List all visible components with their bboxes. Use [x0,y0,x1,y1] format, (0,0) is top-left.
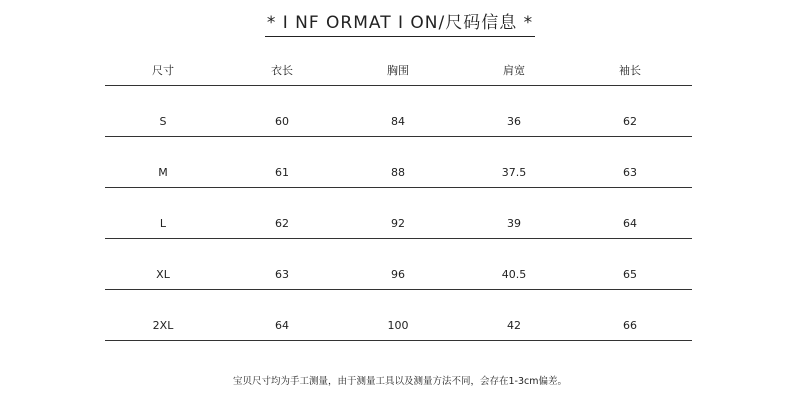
page-title-text: * I NF ORMAT I ON/尺码信息 * [265,12,535,37]
table-row [105,188,692,239]
table-cell: 40.5 [501,268,527,281]
table-cell: 42 [507,319,521,332]
page-title [0,12,800,37]
header-cell-shoulder: 肩宽 [503,64,525,77]
table-cell: 61 [275,166,289,179]
table-row [105,137,692,188]
table-cell: 62 [275,217,289,230]
table-cell: 66 [623,319,637,332]
table-cell: 65 [623,268,637,281]
table-cell: 88 [391,166,405,179]
table-cell: 37.5 [501,166,527,179]
table-cell: 64 [623,217,637,230]
header-cell-size: 尺寸 [152,64,174,77]
measurement-note: 宝贝尺寸均为手工测量，由于测量工具以及测量方法不同，会存在1-3cm偏差。 [233,376,567,387]
table-cell: 92 [391,217,405,230]
table-cell: 36 [507,115,521,128]
table-cell: 64 [275,319,289,332]
table-cell: L [159,217,167,230]
table-cell: 39 [507,217,521,230]
table-cell: 60 [275,115,289,128]
table-cell: 63 [623,166,637,179]
header-cell-sleeve: 袖长 [619,64,641,77]
header-cell-chest: 胸围 [387,64,409,77]
table-cell: S [159,115,167,128]
table-cell: 63 [275,268,289,281]
header-cell-length: 衣长 [271,64,293,77]
size-table [105,58,692,341]
table-cell: XL [156,268,170,281]
table-row [105,86,692,137]
table-cell: 2XL [152,319,174,332]
table-cell: 96 [391,268,405,281]
table-cell: 100 [387,319,409,332]
table-header-row [105,58,692,86]
table-cell: M [158,166,168,179]
table-row [105,239,692,290]
table-row [105,290,692,341]
table-cell: 84 [391,115,405,128]
table-cell: 62 [623,115,637,128]
